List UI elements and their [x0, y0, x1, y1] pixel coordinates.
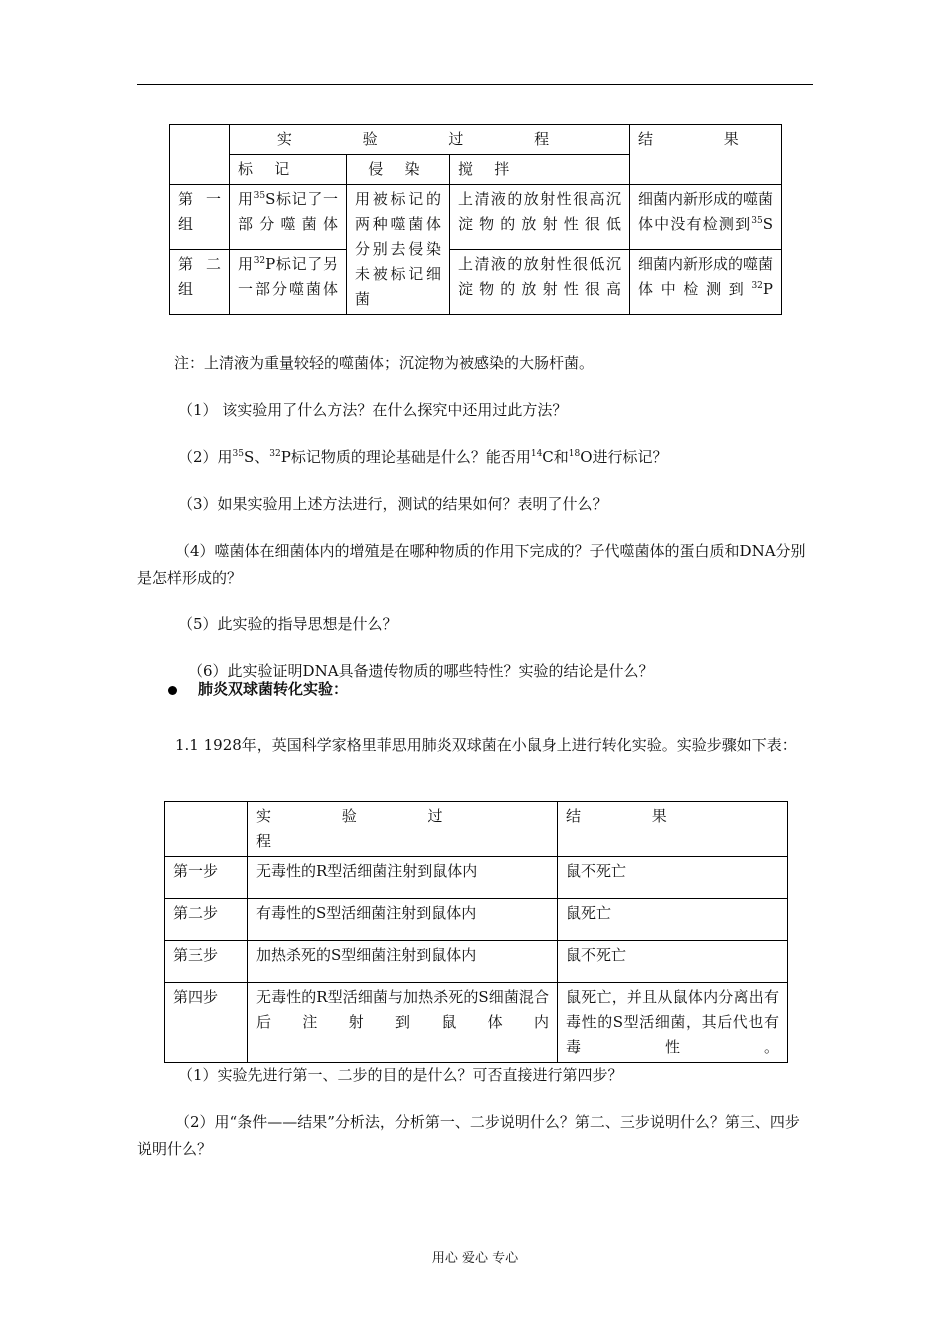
bullet-icon — [168, 686, 177, 695]
stir-header: 搅 拌 — [450, 155, 630, 185]
result-cell: 鼠死亡 — [558, 899, 788, 941]
note-text: 注：上清液为重量较轻的噬菌体；沉淀物为被感染的大肠杆菌。 — [174, 354, 595, 372]
process-cell: 无毒性的R型活细菌注射到鼠体内 — [248, 857, 558, 899]
question-2-1: （1）实验先进行第一、二步的目的是什么？可否直接进行第四步？ — [178, 1066, 623, 1084]
question-1: （1） 该实验用了什么方法？在什么探究中还用过此方法？ — [178, 401, 568, 419]
question-3: （3）如果实验用上述方法进行，测试的结果如何？表明了什么？ — [178, 495, 608, 513]
intro-paragraph: 1.1 1928年，英国科学家格里菲思用肺炎双球菌在小鼠身上进行转化实验。实验步骤如下表： — [175, 736, 797, 754]
process-cell: 有毒性的S型活细菌注射到鼠体内 — [248, 899, 558, 941]
group-cell: 第一组 — [170, 185, 230, 250]
result-cell: 鼠不死亡 — [558, 857, 788, 899]
transformation-experiment-table — [164, 801, 788, 1063]
question-5: （5）此实验的指导思想是什么？ — [178, 615, 398, 633]
group-cell: 第二组 — [170, 250, 230, 315]
table-row — [170, 250, 782, 315]
process-cell: 无毒性的R型活细菌与加热杀死的S细菌混合后注射到鼠体内 — [248, 983, 558, 1063]
table-row — [165, 899, 788, 941]
step-cell: 第四步 — [165, 983, 248, 1063]
question-2: （2）用$^{35}$S、$^{32}$P标记物质的理论基础是什么？能否用$^{14}$C和$^{18}$O进行标记？ — [178, 448, 668, 466]
step-cell: 第二步 — [165, 899, 248, 941]
result-cell: 鼠不死亡 — [558, 941, 788, 983]
table-row — [170, 185, 782, 250]
table-row — [165, 857, 788, 899]
table-corner-cell — [165, 802, 248, 857]
table-header-row — [170, 125, 782, 155]
result-header: 结 果 — [630, 125, 782, 185]
infect-header: 侵 染 — [347, 155, 450, 185]
process-header: 实 验 过 程 — [230, 125, 630, 155]
infect-cell: 用被标记的两种噬菌体分别去侵染未被标记细菌 — [347, 185, 450, 315]
label-cell: 用$^{32}$P标记了另一部分噬菌体 — [230, 250, 347, 315]
label-header: 标 记 — [230, 155, 347, 185]
table-corner-cell — [170, 125, 230, 185]
page-footer: 用心 爱心 专心 — [431, 1251, 519, 1266]
question-4: （4）噬菌体在细菌体内的增殖是在哪种物质的作用下完成的？子代噬菌体的蛋白质和DNA分别是怎样形成的？ — [137, 542, 806, 587]
result-cell: 鼠死亡，并且从鼠体内分离出有毒性的S型活细菌，其后代也有毒性。 — [558, 983, 788, 1063]
result-cell: 细菌内新形成的噬菌体中检测到$^{32}$P — [630, 250, 782, 315]
phage-experiment-table — [169, 124, 782, 315]
process-header: 实 验 过 程 — [248, 802, 558, 857]
table-row — [165, 941, 788, 983]
result-cell: 细菌内新形成的噬菌体中没有检测到$^{35}$S — [630, 185, 782, 250]
header-rule — [137, 84, 813, 85]
label-cell: 用$^{35}$S标记了一部分噬菌体 — [230, 185, 347, 250]
result-header: 结 果 — [558, 802, 788, 857]
stir-cell: 上清液的放射性很低沉淀物的放射性很高 — [450, 250, 630, 315]
step-cell: 第三步 — [165, 941, 248, 983]
step-cell: 第一步 — [165, 857, 248, 899]
stir-cell: 上清液的放射性很高沉淀物的放射性很低 — [450, 185, 630, 250]
table-header-row — [165, 802, 788, 857]
section-title: 肺炎双球菌转化实验： — [198, 680, 349, 698]
process-cell: 加热杀死的S型细菌注射到鼠体内 — [248, 941, 558, 983]
question-2-2: （2）用“条件——结果”分析法，分析第一、二步说明什么？第二、三步说明什么？第三、四步说明什么？ — [137, 1113, 800, 1158]
table-row — [165, 983, 788, 1063]
question-6: （6）此实验证明DNA具备遗传物质的哪些特性？实验的结论是什么？ — [188, 662, 654, 680]
